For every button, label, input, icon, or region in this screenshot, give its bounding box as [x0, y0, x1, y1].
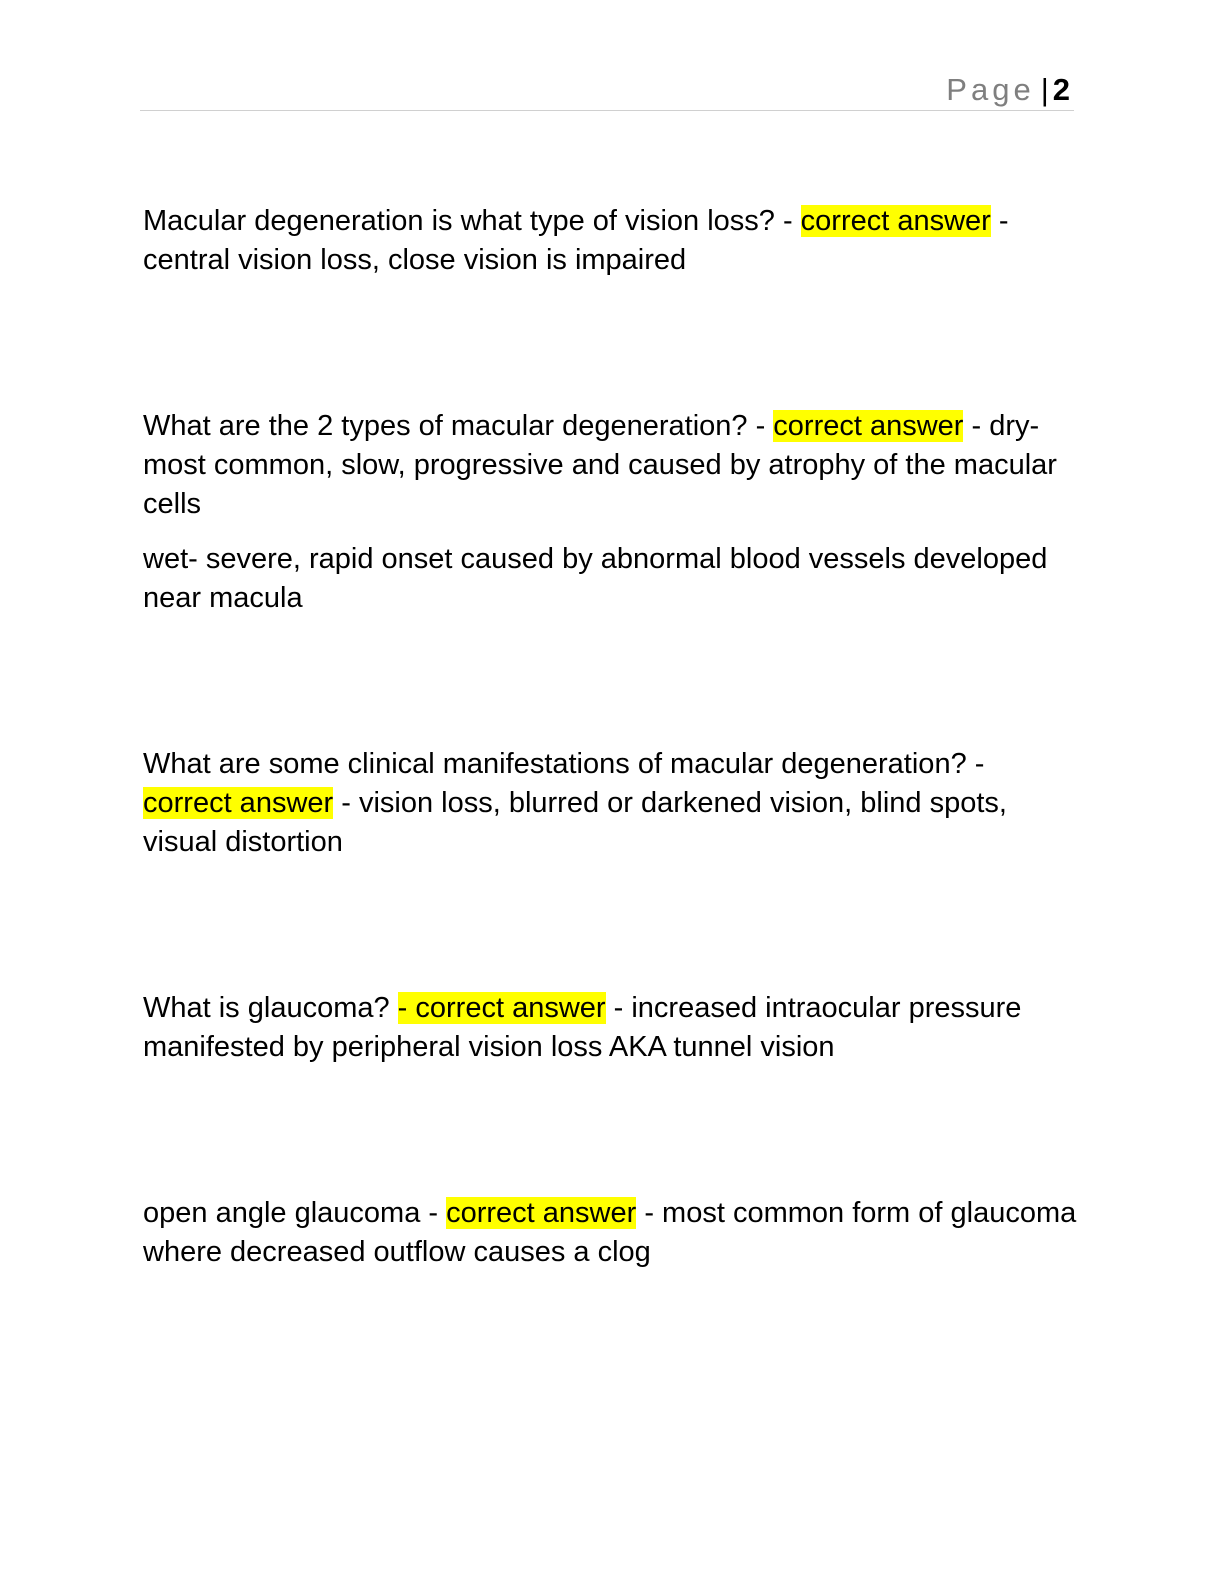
question-text: What are some clinical manifestations of macular degeneration? - [143, 748, 985, 780]
question-text: What are the 2 types of macular degeneration? - [143, 410, 774, 442]
qa-paragraph [143, 989, 1078, 1067]
qa-paragraph [143, 1194, 1078, 1272]
answer-text: - most common form of glaucoma where decreased outflow causes a clog [143, 1197, 1077, 1268]
question-text: Macular degeneration is what type of vision loss? - [143, 205, 801, 237]
answer-text: - central vision loss, close vision is impaired [143, 205, 1009, 276]
answer-highlight: correct answer [446, 1197, 637, 1229]
qa-paragraph [143, 407, 1078, 524]
page-separator: | [1040, 72, 1049, 107]
question-text: open angle glaucoma - [143, 1197, 447, 1229]
page-number [946, 72, 1070, 108]
answer-text: - dry- most common, slow, progressive and caused by atrophy of the macular cells [143, 410, 1057, 520]
qa-item [143, 407, 1078, 618]
page-label: Page [946, 72, 1035, 107]
qa-paragraph [143, 745, 1078, 862]
answer-highlight: - correct answer [397, 992, 606, 1024]
answer-extra-text: wet- severe, rapid onset caused by abnormal blood vessels developed near macula [143, 543, 1048, 614]
answer-highlight: correct answer [143, 787, 334, 819]
qa-item [143, 1194, 1078, 1272]
answer-highlight: correct answer [773, 410, 964, 442]
question-text: What is glaucoma? [143, 992, 398, 1024]
answer-highlight: correct answer [800, 205, 991, 237]
qa-item [143, 745, 1078, 862]
answer-text: - increased intraocular pressure manifested by peripheral vision loss AKA tunnel vision [143, 992, 1022, 1063]
qa-paragraph [143, 202, 1078, 280]
qa-item [143, 989, 1078, 1067]
qa-item [143, 202, 1078, 280]
answer-text: - vision loss, blurred or darkened vision, blind spots, visual distortion [143, 787, 1007, 858]
page-number-value: 2 [1052, 72, 1070, 107]
page-header [140, 72, 1074, 111]
